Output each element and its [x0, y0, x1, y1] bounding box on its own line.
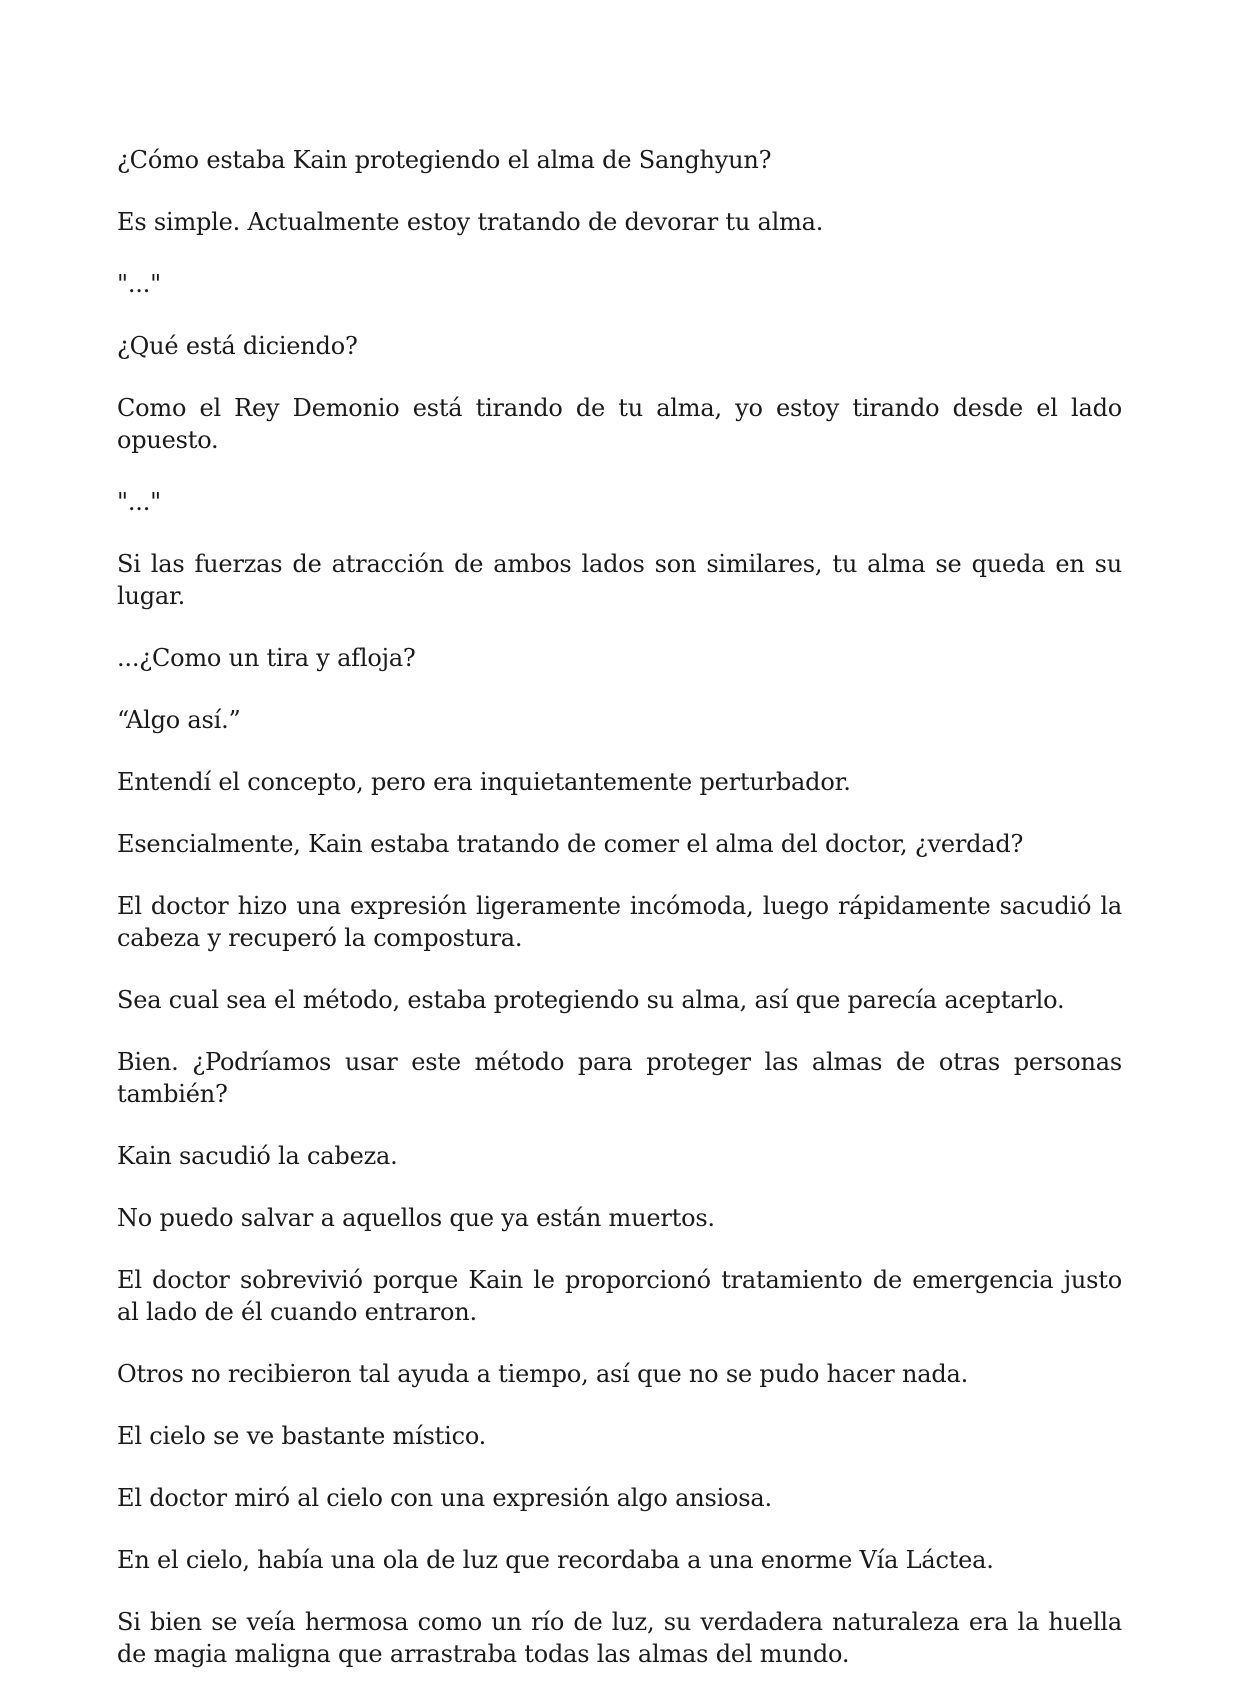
paragraph: Sea cual sea el método, estaba protegiendo su alma, así que parecía aceptarlo. — [117, 986, 1065, 1014]
paragraph: "..." — [117, 270, 161, 298]
paragraph: El doctor miró al cielo con una expresión algo ansiosa. — [117, 1484, 772, 1512]
document-body — [117, 144, 1122, 1700]
paragraph: "..." — [117, 488, 161, 516]
paragraph: Otros no recibieron tal ayuda a tiempo, así que no se pudo hacer nada. — [117, 1360, 969, 1388]
paragraph: Como el Rey Demonio está tirando de tu alma, yo estoy tirando desde el lado opuesto. — [117, 394, 1122, 454]
paragraph: ¿Cómo estaba Kain protegiendo el alma de Sanghyun? — [117, 146, 772, 174]
paragraph: Es simple. Actualmente estoy tratando de devorar tu alma. — [117, 208, 824, 236]
paragraph: Bien. ¿Podríamos usar este método para proteger las almas de otras personas también? — [117, 1048, 1122, 1108]
paragraph: ...¿Como un tira y afloja? — [117, 644, 416, 672]
paragraph: Si las fuerzas de atracción de ambos lados son similares, tu alma se queda en su lugar. — [117, 550, 1122, 610]
paragraph: Esencialmente, Kain estaba tratando de comer el alma del doctor, ¿verdad? — [117, 830, 1024, 858]
paragraph: En el cielo, había una ola de luz que recordaba a una enorme Vía Láctea. — [117, 1546, 994, 1574]
paragraph: Si bien se veía hermosa como un río de luz, su verdadera naturaleza era la huella de magia maligna que arrastraba todas las almas del mundo. — [117, 1608, 1122, 1668]
paragraph: Kain sacudió la cabeza. — [117, 1142, 398, 1170]
paragraph: No puedo salvar a aquellos que ya están muertos. — [117, 1204, 715, 1232]
paragraph: El cielo se ve bastante místico. — [117, 1422, 487, 1450]
paragraph: “Algo así.” — [117, 706, 241, 734]
paragraph: El doctor hizo una expresión ligeramente incómoda, luego rápidamente sacudió la cabeza y recuperó la compostura. — [117, 892, 1122, 952]
paragraph: El doctor sobrevivió porque Kain le proporcionó tratamiento de emergencia justo al lado de él cuando entraron. — [117, 1266, 1122, 1326]
paragraph: Entendí el concepto, pero era inquietantemente perturbador. — [117, 768, 851, 796]
paragraph: ¿Qué está diciendo? — [117, 332, 358, 360]
